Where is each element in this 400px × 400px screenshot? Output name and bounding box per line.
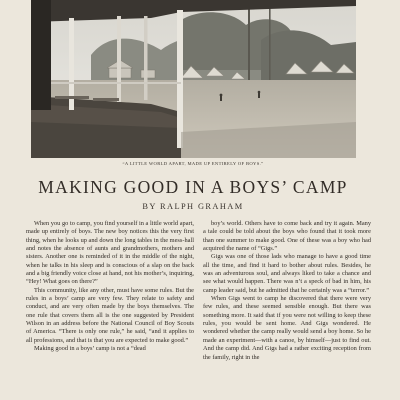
paragraph: When you go to camp, you find yourself in a little world apart, made up entirely of boys. The new boy notices this the very first thing, when he looks up and down the long tables in the mess-hall and notes the absence of aunts and grandmothers, mothers and sisters. Another one is reminded of it in the middle of the night, when he talks in his sleep and is conscious of a slap on the back and a big friendly voice close at hand, not his mother’s, inquiring, “Hey! What goes on there?”: [26, 220, 194, 286]
camp-photo-illustration: [31, 0, 356, 158]
article-byline: BY RALPH GRAHAM: [142, 202, 244, 211]
camp-photograph: [31, 0, 356, 158]
paragraph: This community, like any other, must have some rules. But the rules in a boys’ camp are very few. They relate to safety and conduct, and are very often made by the boys themselves. The one rule that covers them all is the one suggested by President Wilson in an address before the National Council of Boy Scouts of America. “There is only one rule,” he said, “and it applies to all professions, and that is that you are expected to make good.”: [26, 286, 194, 344]
article-right-column: [203, 220, 371, 400]
paragraph: Gigs was one of those lads who manage to have a good time all the time, and find it hard to bother about rules. Besides, he was an adventurous soul, and always liked to take a chance and see what would happen. There was n’t a speck of bad in him, his camp leader said, but he admitted that he certainly was a “terror.”: [203, 253, 371, 294]
paragraph: When Gigs went to camp he discovered that there were very few rules, and these seemed sensible enough. But there was something more. It said that if you were not willing to keep these rules, you would be sent home. And Gigs wondered. He wondered whether the camp really would send a boy home. So he made an experiment—with a canoe, by himself—just to find out. And the camp did. And Gigs had a rather exciting reception from the family, right in the: [203, 295, 371, 361]
paragraph: Making good in a boys’ camp is not a “dead: [34, 345, 146, 353]
photo-caption: “A LITTLE WORLD APART, MADE UP ENTIRELY OF BOYS.”: [122, 161, 264, 166]
article-title: MAKING GOOD IN A BOYS’ CAMP: [38, 177, 348, 197]
article-left-column: [26, 220, 194, 400]
paragraph: boy’s world. Others have to come back and try it again. Many a tale could be told about the boys who found that it took more than one summer to make good. One of these was a boy who had acquired the name of “Gigs.”: [203, 220, 371, 253]
